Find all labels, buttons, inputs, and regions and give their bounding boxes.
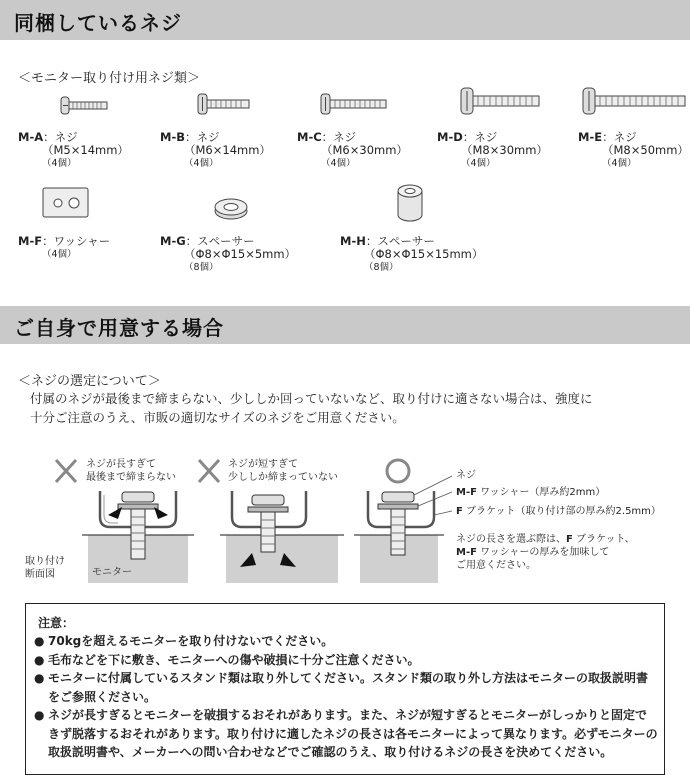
label-too-long: ネジが長すぎて 最後まで締まらない xyxy=(86,459,176,483)
section-title-included: 同梱しているネジ xyxy=(14,11,182,35)
item-m-d: M-D：ネジ （M8×30mm） （4個） xyxy=(437,130,548,169)
label-cross-section: 取り付け 断面図 xyxy=(25,556,65,580)
diagram-correct xyxy=(354,460,452,583)
notice-item: ● 毛布などを下に敷き、モニターへの傷や破損に十分ご注意ください。 xyxy=(34,651,658,670)
notice-list xyxy=(34,632,658,762)
washer-m-f-icon xyxy=(42,187,90,219)
label-monitor: モニター xyxy=(92,567,132,578)
item-m-a: M-A：ネジ （M5×14mm） （4個） xyxy=(18,130,129,169)
item-m-h: M-H：スペーサー （Φ8×Φ15×15mm） （8個） xyxy=(340,234,484,273)
item-m-c: M-C：ネジ （M6×30mm） （4個） xyxy=(297,130,408,169)
screws-subtitle: ＜モニター取り付け用ネジ類＞ xyxy=(18,71,201,86)
label-screw: ネジ xyxy=(456,470,476,481)
screw-m-c-icon xyxy=(320,92,388,118)
label-too-short: ネジが短すぎて 少ししか締まっていない xyxy=(228,459,338,483)
spacer-m-h-icon xyxy=(396,183,424,223)
notice-box xyxy=(25,603,665,775)
screw-m-d-icon xyxy=(460,86,542,118)
notice-item: ● モニターに付属しているスタンド類は取り外してください。スタンド類の取り外し方法はモニターの取扱説明書をご参照ください。 xyxy=(34,669,658,706)
label-length-note: ネジの長さを選ぶ際は、F ブラケット、 M-F ワッシャーの厚みを加味して ご用意ください。 xyxy=(456,534,635,571)
section-header-own xyxy=(0,306,690,344)
selection-subtitle: ＜ネジの選定について＞ xyxy=(18,374,161,389)
screw-m-a-icon xyxy=(60,94,110,118)
notice-title: 注意： xyxy=(38,616,75,630)
notice-item: ● ネジが長すぎるとモニターを破損するおそれがあります。また、ネジが短すぎるとモニターがしっかりと固定できず脱落するおそれがあります。取り付けに適したネジの長さは各モニターによって異なります。必ずモニターの取扱説明書や、メーカーへの問い合わせなどでご確認のうえ、取り付けるネジの長さを決めてください。 xyxy=(34,706,658,762)
item-m-g: M-G：スペーサー （Φ8×Φ15×5mm） （8個） xyxy=(160,234,297,273)
label-washer: M-F ワッシャー（厚み約2mm） xyxy=(456,487,606,498)
screw-m-e-icon xyxy=(582,86,688,118)
notice-item: ● 70kgを超えるモニターを取り付けないでください。 xyxy=(34,632,658,651)
screw-m-b-icon xyxy=(197,92,253,118)
section-header-included xyxy=(0,0,690,40)
item-m-b: M-B：ネジ （M6×14mm） （4個） xyxy=(160,130,271,169)
item-m-f: M-F：ワッシャー （4個） xyxy=(18,234,111,260)
item-m-e: M-E：ネジ （M8×50mm） （4個） xyxy=(578,130,689,169)
selection-paragraph: 付属のネジが最後まで締まらない、少ししか回っていないなど、取り付けに適さない場合は、強度に 十分ご注意のうえ、市販の適切なサイズのネジをご用意ください。 xyxy=(30,391,593,425)
label-bracket: F ブラケット（取り付け部の厚み約2.5mm） xyxy=(456,506,661,517)
section-title-own: ご自身で用意する場合 xyxy=(14,316,224,340)
spacer-m-g-icon xyxy=(213,195,249,221)
